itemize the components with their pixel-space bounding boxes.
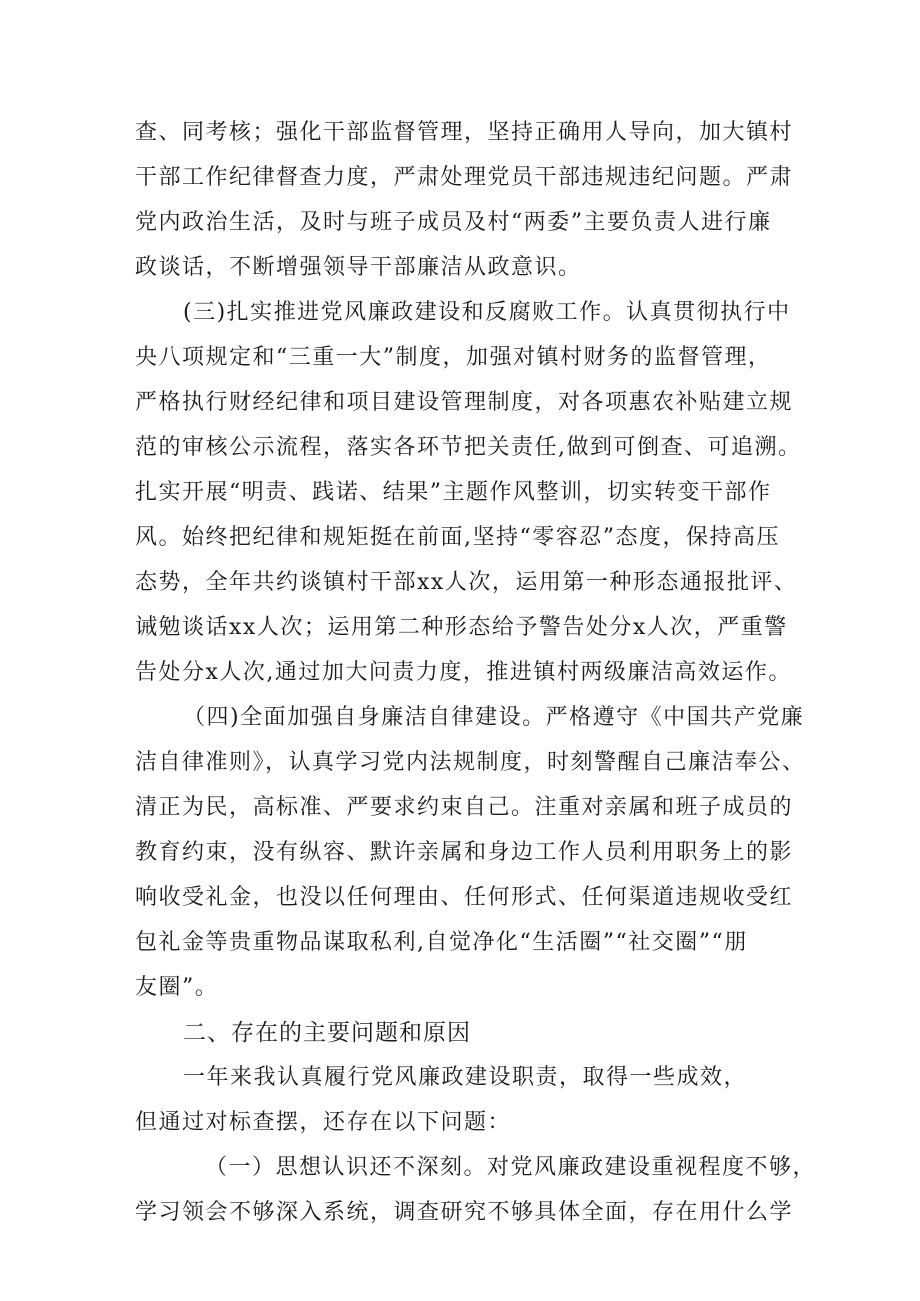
paragraph-line: 友圈”。 xyxy=(135,975,219,1000)
paragraph-line: 洁自律准则》，认真学习党内法规制度，时刻警醒自己廉洁奉公、 xyxy=(135,750,806,775)
paragraph-line: （一）思想认识还不深刻。对党风廉政建设重视程度不够， xyxy=(205,1155,817,1180)
paragraph-line: 干部工作纪律督查力度，严肃处理党员干部违规违纪问题。严肃 xyxy=(135,165,794,190)
paragraph-line: 清正为民，高标准、严要求约束自己。注重对亲属和班子成员的 xyxy=(135,795,794,820)
paragraph-line: 风。始终把纪律和规矩挺在前面,坚持“零容忍”态度，保持高压 xyxy=(135,525,780,550)
section-heading: 二、存在的主要问题和原因 xyxy=(183,1020,471,1046)
paragraph-line: 严格执行财经纪律和项目建设管理制度，对各项惠农补贴建立规 xyxy=(135,390,794,415)
paragraph-line: 范的审核公示流程，落实各环节把关责任,做到可倒查、可追溯。 xyxy=(135,435,802,460)
paragraph-line: 但通过对标查摆，还存在以下问题： xyxy=(135,1110,512,1135)
paragraph-line: (三)扎实推进党风廉政建设和反腐败工作。认真贯彻执行中 xyxy=(183,300,791,325)
paragraph-line: 央八项规定和“三重一大”制度，加强对镇村财务的监督管理， xyxy=(135,345,772,370)
paragraph-line: 态势，全年共约谈镇村干部xx人次，运用第一种形态通报批评、 xyxy=(135,570,798,595)
paragraph-line: 政谈话，不断增强领导干部廉洁从政意识。 xyxy=(135,255,582,280)
paragraph-line: 查、同考核；强化干部监督管理，坚持正确用人导向，加大镇村 xyxy=(135,120,794,145)
paragraph-line: 教育约束，没有纵容、默许亲属和身边工作人员利用职务上的影 xyxy=(135,840,794,865)
paragraph-line: （四)全面加强自身廉洁自律建设。严格遵守《中国共产党廉 xyxy=(183,705,805,730)
paragraph-line: 告处分x人次,通过加大问责力度，推进镇村两级廉洁高效运作。 xyxy=(135,660,792,685)
paragraph-line: 扎实开展“明责、践诺、结果”主题作风整训，切实转变干部作 xyxy=(135,480,772,505)
paragraph-line: 包礼金等贵重物品谋取私利,自觉净化“生活圈”“社交圈”“朋 xyxy=(135,930,748,955)
paragraph-line: 诫勉谈话xx人次；运用第二种形态给予警告处分x人次，严重警 xyxy=(135,615,788,640)
paragraph-line: 学习领会不够深入系统，调查研究不够具体全面，存在用什么学 xyxy=(135,1200,794,1225)
paragraph-line: 响收受礼金，也没以任何理由、任何形式、任何渠道违规收受红 xyxy=(135,885,794,910)
paragraph-line: 一年来我认真履行党风廉政建设职责，取得一些成效， xyxy=(183,1065,748,1090)
paragraph-line: 党内政治生活，及时与班子成员及村“两委”主要负责人进行廉 xyxy=(135,210,772,235)
